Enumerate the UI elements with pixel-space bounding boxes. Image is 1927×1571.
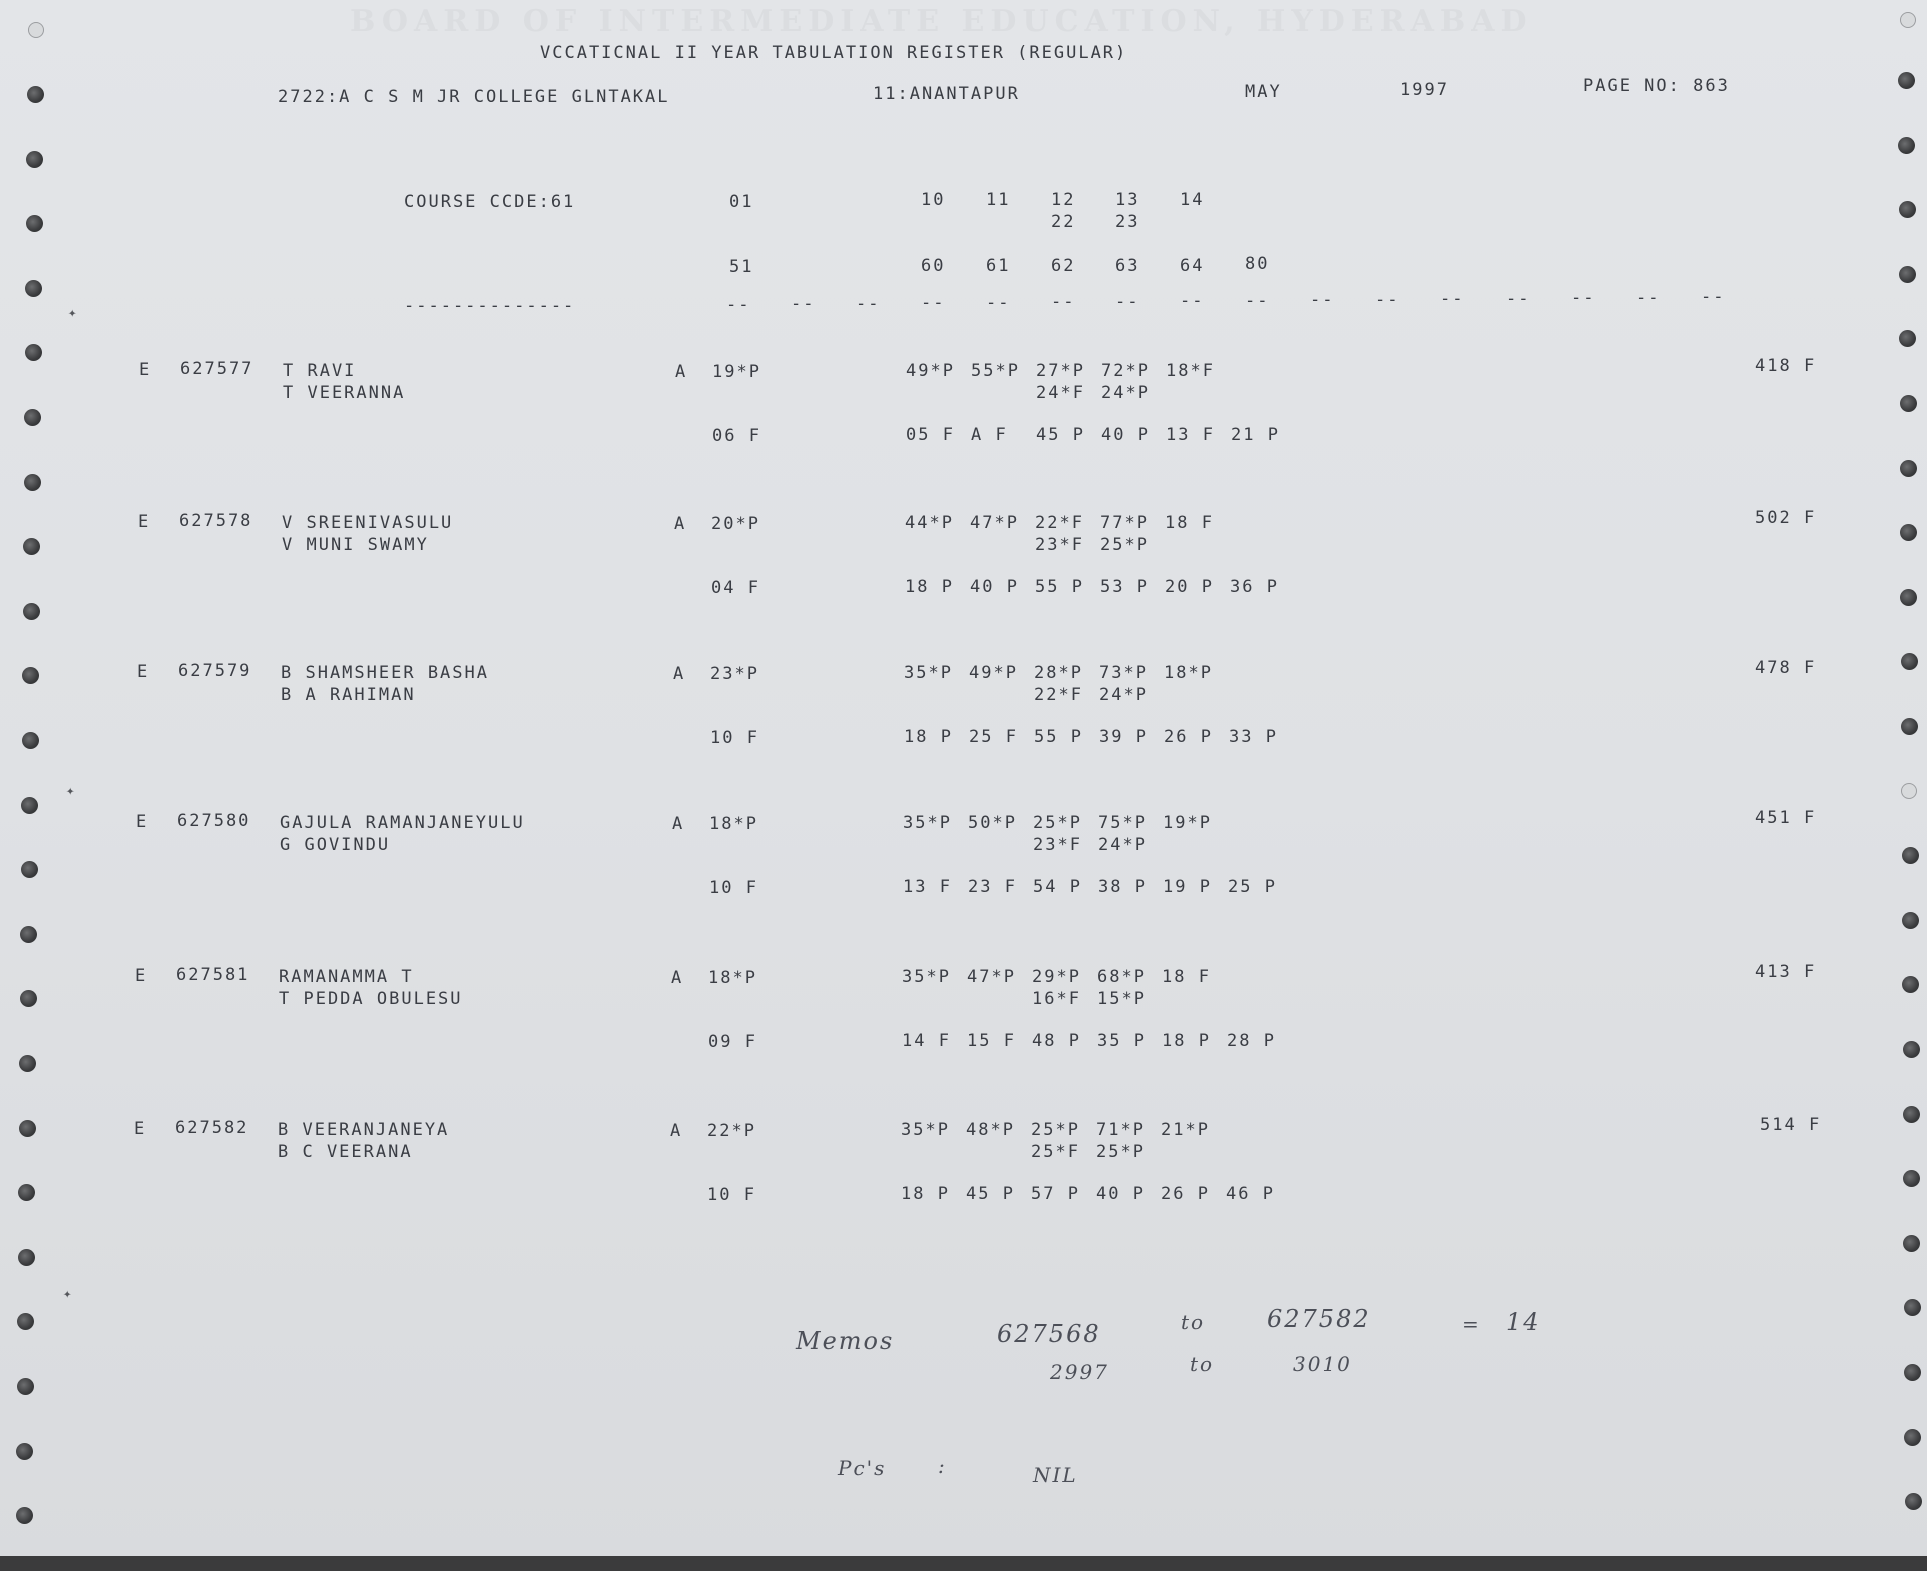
separator-dash: -- xyxy=(1245,291,1270,311)
subject-code-r1: 14 xyxy=(1180,190,1205,210)
total-marks: 418 F xyxy=(1755,356,1817,376)
tractor-hole xyxy=(1898,72,1915,89)
tractor-hole xyxy=(1902,847,1919,864)
mark-first-r1: 18*P xyxy=(708,968,757,988)
memos-label: Memos xyxy=(796,1327,895,1355)
show-through-heading: BOARD OF INTERMEDIATE EDUCATION, HYDERABAD xyxy=(350,4,1533,39)
mark-r1: 35*P xyxy=(902,967,951,987)
tractor-hole xyxy=(1901,718,1918,735)
medium-code: A xyxy=(671,968,684,988)
father-name: V MUNI SWAMY xyxy=(282,535,429,555)
record-code: E xyxy=(136,812,149,832)
tractor-hole xyxy=(22,732,39,749)
hall-ticket-number: 627579 xyxy=(178,661,252,681)
subject-code-r1: 12 xyxy=(1051,190,1076,210)
total-marks: 514 F xyxy=(1760,1115,1822,1135)
mark-r1: 77*P xyxy=(1100,513,1149,533)
tractor-hole xyxy=(1903,1170,1920,1187)
mark-r2: 13 F xyxy=(1166,425,1215,445)
tractor-hole xyxy=(1900,460,1917,477)
hall-ticket-number: 627581 xyxy=(176,965,250,985)
tractor-hole xyxy=(26,151,43,168)
pcs-separator: : xyxy=(938,1454,947,1478)
tractor-hole xyxy=(1903,1041,1920,1058)
record-code: E xyxy=(137,662,150,682)
total-marks: 413 F xyxy=(1755,962,1817,982)
tractor-hole xyxy=(20,990,37,1007)
mark-r1b: 23*F xyxy=(1033,835,1082,855)
tractor-hole xyxy=(19,1055,36,1072)
tractor-hole xyxy=(1899,266,1916,283)
mark-r1: 25*P xyxy=(1031,1120,1080,1140)
separator-dash: -- xyxy=(1375,290,1400,310)
tractor-hole xyxy=(18,1184,35,1201)
tractor-hole xyxy=(1904,1364,1921,1381)
medium-code: A xyxy=(670,1121,683,1141)
memos-to-word: to xyxy=(1181,1310,1206,1334)
tractor-hole xyxy=(1900,395,1917,412)
hall-ticket-number: 627577 xyxy=(180,359,254,379)
tractor-hole xyxy=(23,538,40,555)
subject-code-r2: 64 xyxy=(1180,256,1205,276)
tractor-hole xyxy=(1898,137,1915,154)
mark-r2: 26 P xyxy=(1164,727,1213,747)
separator-dash: -- xyxy=(1051,292,1076,312)
mark-r2: 26 P xyxy=(1161,1184,1210,1204)
record-code: E xyxy=(135,966,148,986)
mark-r2: 13 F xyxy=(903,877,952,897)
mark-r1: 48*P xyxy=(966,1120,1015,1140)
subject-code-r2: 63 xyxy=(1115,256,1140,276)
tractor-hole xyxy=(19,1120,36,1137)
mark-r1: 22*F xyxy=(1035,513,1084,533)
tractor-hole xyxy=(1903,1235,1920,1252)
exam-year: 1997 xyxy=(1400,80,1449,100)
mark-r1: 49*P xyxy=(969,663,1018,683)
mark-r1b: 24*P xyxy=(1101,383,1150,403)
medium-code: A xyxy=(672,814,685,834)
pen-mark: ✦ xyxy=(63,1286,72,1302)
mark-r2: 45 P xyxy=(1036,425,1085,445)
mark-r1b: 24*P xyxy=(1099,685,1148,705)
page-edge xyxy=(0,1556,1927,1571)
mark-r2: 40 P xyxy=(1101,425,1150,445)
serial-to-word: to xyxy=(1190,1352,1215,1376)
mark-r1: 18 F xyxy=(1162,967,1211,987)
mark-first-r1: 19*P xyxy=(712,362,761,382)
mark-r2: 18 P xyxy=(904,727,953,747)
mark-r1: 18 F xyxy=(1165,513,1214,533)
mark-r2: 53 P xyxy=(1100,577,1149,597)
record-code: E xyxy=(138,512,151,532)
tractor-hole xyxy=(1899,201,1916,218)
separator-dash: -- xyxy=(1180,291,1205,311)
father-name: G GOVINDU xyxy=(280,835,391,855)
mark-r2: 40 P xyxy=(1096,1184,1145,1204)
hall-ticket-number: 627580 xyxy=(177,811,251,831)
medium-code: A xyxy=(675,362,688,382)
mark-r2: 25 F xyxy=(969,727,1018,747)
district-name: 11:ANANTAPUR xyxy=(873,84,1020,104)
tractor-hole xyxy=(16,1443,33,1460)
mark-r1b: 23*F xyxy=(1035,535,1084,555)
tractor-hole xyxy=(1900,524,1917,541)
mark-r2: 54 P xyxy=(1033,877,1082,897)
pcs-label: Pc's xyxy=(838,1456,887,1480)
separator-dash: -- xyxy=(791,294,816,314)
subject-code-r2: 51 xyxy=(729,257,754,277)
total-marks: 478 F xyxy=(1755,658,1817,678)
mark-r2: A F xyxy=(971,425,1008,445)
mark-r1: 75*P xyxy=(1098,813,1147,833)
mark-r1: 35*P xyxy=(901,1120,950,1140)
mark-first-r2: 04 F xyxy=(711,578,760,598)
tractor-hole xyxy=(1900,12,1916,28)
mark-r2: 15 F xyxy=(967,1031,1016,1051)
mark-r2: 23 F xyxy=(968,877,1017,897)
mark-r1: 27*P xyxy=(1036,361,1085,381)
mark-first-r1: 18*P xyxy=(709,814,758,834)
tractor-hole xyxy=(21,797,38,814)
mark-r1b: 24*F xyxy=(1036,383,1085,403)
tractor-hole xyxy=(1905,1493,1922,1510)
tractor-hole xyxy=(25,280,42,297)
tractor-hole xyxy=(1899,330,1916,347)
mark-r1: 19*P xyxy=(1163,813,1212,833)
tractor-hole xyxy=(1904,1299,1921,1316)
mark-r1: 68*P xyxy=(1097,967,1146,987)
mark-r1: 73*P xyxy=(1099,663,1148,683)
student-name: B VEERANJANEYA xyxy=(278,1120,450,1140)
separator-dash: -- xyxy=(1506,289,1531,309)
mark-first-r2: 10 F xyxy=(710,728,759,748)
tractor-hole xyxy=(1902,912,1919,929)
mark-r2: 18 P xyxy=(905,577,954,597)
student-name: B SHAMSHEER BASHA xyxy=(281,663,489,683)
mark-r2: 18 P xyxy=(901,1184,950,1204)
mark-r1b: 16*F xyxy=(1032,989,1081,1009)
tractor-hole xyxy=(25,344,42,361)
mark-r2: 21 P xyxy=(1231,425,1280,445)
mark-r2: 57 P xyxy=(1031,1184,1080,1204)
mark-r2: 40 P xyxy=(970,577,1019,597)
tractor-hole xyxy=(1901,653,1918,670)
hall-ticket-number: 627578 xyxy=(179,511,253,531)
tractor-hole xyxy=(24,409,41,426)
tractor-hole xyxy=(1902,976,1919,993)
mark-r2: 39 P xyxy=(1099,727,1148,747)
subject-code-r1: 13 xyxy=(1115,190,1140,210)
tractor-hole xyxy=(22,667,39,684)
pen-mark: ✦ xyxy=(68,305,77,321)
tractor-hole xyxy=(1900,589,1917,606)
tractor-hole xyxy=(23,603,40,620)
mark-r1: 29*P xyxy=(1032,967,1081,987)
subject-code-r1: 10 xyxy=(921,190,946,210)
record-code: E xyxy=(139,360,152,380)
tractor-hole xyxy=(28,22,44,38)
father-name: B C VEERANA xyxy=(278,1142,413,1162)
memos-count: 14 xyxy=(1506,1308,1541,1336)
student-name: RAMANAMMA T xyxy=(279,967,414,987)
mark-r2: 18 P xyxy=(1162,1031,1211,1051)
mark-r2: 38 P xyxy=(1098,877,1147,897)
tractor-hole xyxy=(1904,1429,1921,1446)
exam-month: MAY xyxy=(1245,82,1282,102)
mark-r1b: 25*F xyxy=(1031,1142,1080,1162)
mark-r1b: 22*F xyxy=(1034,685,1083,705)
mark-r1: 35*P xyxy=(903,813,952,833)
mark-r2: 05 F xyxy=(906,425,955,445)
subject-code-r2: 62 xyxy=(1051,256,1076,276)
college-name: 2722:A C S M JR COLLEGE GLNTAKAL xyxy=(278,87,670,107)
mark-r1: 44*P xyxy=(905,513,954,533)
total-marks: 451 F xyxy=(1755,808,1817,828)
tractor-hole xyxy=(27,86,44,103)
mark-r1: 18*F xyxy=(1166,361,1215,381)
tractor-hole xyxy=(17,1378,34,1395)
mark-r1b: 25*P xyxy=(1100,535,1149,555)
memos-to: 627582 xyxy=(1267,1305,1371,1333)
mark-r2: 46 P xyxy=(1226,1184,1275,1204)
subject-code-r1: 11 xyxy=(986,190,1011,210)
mark-r2: 20 P xyxy=(1165,577,1214,597)
mark-r2: 35 P xyxy=(1097,1031,1146,1051)
separator-dash: -- xyxy=(1571,288,1596,308)
hall-ticket-number: 627582 xyxy=(175,1118,249,1138)
mark-first-r1: 20*P xyxy=(711,514,760,534)
mark-first-r2: 09 F xyxy=(708,1032,757,1052)
mark-first-r2: 10 F xyxy=(707,1185,756,1205)
student-name: V SREENIVASULU xyxy=(282,513,454,533)
mark-r1: 28*P xyxy=(1034,663,1083,683)
subject-code-r2: 60 xyxy=(921,256,946,276)
mark-r1: 47*P xyxy=(967,967,1016,987)
mark-r2: 55 P xyxy=(1035,577,1084,597)
memos-equals: = xyxy=(1462,1312,1481,1336)
mark-first-r2: 06 F xyxy=(712,426,761,446)
separator-dash: -- xyxy=(1310,290,1335,310)
separator-dash: -- xyxy=(1440,289,1465,309)
tractor-hole xyxy=(16,1507,33,1524)
medium-code: A xyxy=(674,514,687,534)
mark-r1: 25*P xyxy=(1033,813,1082,833)
mark-r1: 50*P xyxy=(968,813,1017,833)
student-name: GAJULA RAMANJANEYULU xyxy=(280,813,525,833)
course-code: COURSE CCDE:61 xyxy=(404,192,576,212)
memos-from: 627568 xyxy=(997,1320,1101,1348)
tractor-hole xyxy=(18,1249,35,1266)
mark-r1: 35*P xyxy=(904,663,953,683)
tractor-hole xyxy=(21,861,38,878)
mark-first-r2: 10 F xyxy=(709,878,758,898)
separator-dash: -- xyxy=(986,293,1011,313)
separator-dash: -- xyxy=(1701,287,1726,307)
subject-code-r1b: 22 xyxy=(1051,212,1076,232)
mark-r1b: 15*P xyxy=(1097,989,1146,1009)
father-name: B A RAHIMAN xyxy=(281,685,416,705)
subject-code-r2: 80 xyxy=(1245,254,1270,274)
student-name: T RAVI xyxy=(283,361,357,381)
mark-r1b: 25*P xyxy=(1096,1142,1145,1162)
mark-r1: 72*P xyxy=(1101,361,1150,381)
serial-to: 3010 xyxy=(1293,1352,1352,1376)
mark-r1: 49*P xyxy=(906,361,955,381)
tractor-hole xyxy=(1901,783,1917,799)
mark-r2: 19 P xyxy=(1163,877,1212,897)
page-number: PAGE NO: 863 xyxy=(1583,76,1730,96)
subject-code-r2: 61 xyxy=(986,256,1011,276)
separator-line: -------------- xyxy=(404,296,576,316)
mark-r1: 18*P xyxy=(1164,663,1213,683)
register-title: VCCATICNAL II YEAR TABULATION REGISTER (REGULAR) xyxy=(540,43,1128,63)
mark-r1: 55*P xyxy=(971,361,1020,381)
subject-code-r1b: 23 xyxy=(1115,212,1140,232)
subject-code-r1: 01 xyxy=(729,192,754,212)
separator-dash: -- xyxy=(1115,292,1140,312)
tractor-hole xyxy=(1903,1106,1920,1123)
separator-dash: -- xyxy=(726,295,751,315)
mark-r1: 21*P xyxy=(1161,1120,1210,1140)
mark-r1b: 24*P xyxy=(1098,835,1147,855)
mark-r2: 28 P xyxy=(1227,1031,1276,1051)
mark-r2: 48 P xyxy=(1032,1031,1081,1051)
mark-r2: 55 P xyxy=(1034,727,1083,747)
separator-dash: -- xyxy=(1636,288,1661,308)
mark-r2: 14 F xyxy=(902,1031,951,1051)
tractor-hole xyxy=(17,1313,34,1330)
tractor-hole xyxy=(24,474,41,491)
total-marks: 502 F xyxy=(1755,508,1817,528)
mark-r2: 36 P xyxy=(1230,577,1279,597)
mark-r1: 47*P xyxy=(970,513,1019,533)
mark-r2: 25 P xyxy=(1228,877,1277,897)
medium-code: A xyxy=(673,664,686,684)
mark-r2: 33 P xyxy=(1229,727,1278,747)
separator-dash: -- xyxy=(921,293,946,313)
pen-mark: ✦ xyxy=(66,783,75,799)
record-code: E xyxy=(134,1119,147,1139)
father-name: T VEERANNA xyxy=(283,383,406,403)
separator-dash: -- xyxy=(856,294,881,314)
mark-r2: 45 P xyxy=(966,1184,1015,1204)
tractor-hole xyxy=(26,215,43,232)
mark-first-r1: 22*P xyxy=(707,1121,756,1141)
pcs-value: NIL xyxy=(1033,1463,1078,1487)
mark-first-r1: 23*P xyxy=(710,664,759,684)
father-name: T PEDDA OBULESU xyxy=(279,989,463,1009)
mark-r1: 71*P xyxy=(1096,1120,1145,1140)
tractor-hole xyxy=(20,926,37,943)
serial-from: 2997 xyxy=(1050,1360,1109,1384)
